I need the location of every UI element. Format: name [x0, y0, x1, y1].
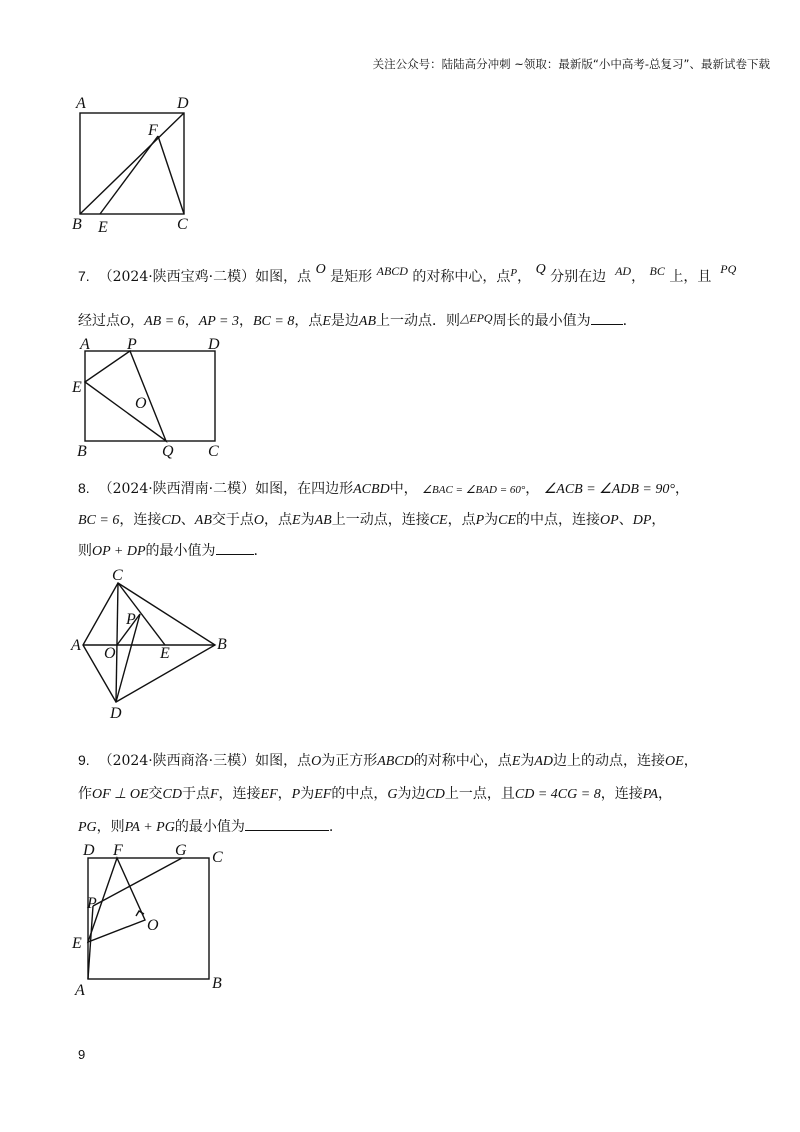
label-c: C — [208, 443, 219, 460]
label-c: C — [212, 849, 223, 866]
label-a: A — [71, 637, 81, 654]
figure-question-9 — [70, 838, 235, 998]
figure-9-svg — [70, 838, 235, 998]
quadrilateral-acbd — [83, 583, 215, 702]
label-o: O — [147, 917, 159, 934]
label-b: B — [77, 443, 87, 460]
label-d: D — [110, 705, 122, 721]
segment-cd — [116, 583, 118, 702]
figure-8-svg — [70, 566, 240, 721]
question-7-line-2: 经过点O，AB = 6，AP = 3，BC = 8，点E是边AB上一动点．则△EPQ周长的最小值为 . — [78, 311, 628, 329]
answer-blank-q8[interactable] — [216, 542, 254, 555]
label-g: G — [175, 842, 187, 859]
label-b: B — [217, 636, 227, 653]
answer-blank-q9[interactable] — [245, 818, 329, 831]
page-header: 关注公众号：陆陆高分冲刺 ~领取：最新版“小中高考-总复习”、最新试卷下载 — [372, 57, 770, 71]
figure-square-abcd — [70, 90, 200, 240]
segment-ef — [100, 136, 158, 214]
label-f: F — [148, 122, 158, 139]
segment-pg — [93, 858, 182, 906]
figure-7-svg — [70, 336, 230, 462]
question-8-line-2: BC = 6，连接CD、AB交于点O，点E为AB上一动点，连接CE，点P为CE的中点，连接OP、DP， — [78, 512, 666, 528]
label-b: B — [212, 975, 222, 992]
figure-6-svg — [70, 90, 200, 240]
segment-fc — [158, 136, 184, 214]
label-a: A — [75, 982, 85, 998]
label-c: C — [177, 216, 188, 233]
figure-question-8 — [70, 566, 240, 721]
label-c: C — [112, 567, 123, 584]
label-e: E — [72, 935, 82, 952]
page-number: 9 — [78, 1047, 86, 1062]
label-d: D — [208, 336, 220, 353]
label-p: P — [126, 611, 136, 628]
question-9-line-1: 9. （2024·陕西商洛·三模）如图，点O为正方形ABCD的对称中心，点E为AD边上的动点，连接OE， — [78, 752, 698, 769]
figure-question-7 — [70, 336, 230, 462]
label-o: O — [104, 645, 116, 662]
question-8-line-1: 8. （2024·陕西渭南·二模）如图，在四边形ACBD中， ∠BAC = ∠BAD = 60°， ∠ACB = ∠ADB = 90°， — [78, 480, 689, 497]
label-a: A — [80, 336, 90, 353]
label-e: E — [98, 219, 108, 236]
label-d: D — [83, 842, 95, 859]
label-o: O — [135, 395, 147, 412]
segment-bd — [80, 113, 184, 214]
question-8-line-3: 则OP + DP的最小值为 . — [78, 543, 258, 559]
question-9-line-2: 作OF ⊥ OE交CD于点F，连接EF，P为EF的中点，G为边CD上一点，且CD = 4CG = 8，连接PA， — [78, 786, 673, 802]
answer-blank-q7[interactable] — [591, 312, 623, 325]
label-p: P — [87, 895, 97, 912]
label-f: F — [113, 842, 123, 859]
label-q: Q — [162, 443, 174, 460]
label-p: P — [127, 336, 137, 353]
question-7-line-1: 7. （2024·陕西宝鸡·二模）如图，点 O 是矩形 ABCD 的对称中心，点$^P$， Q 分别在边 AD， BC 上，且 PQ — [78, 262, 737, 285]
triangle-epq — [85, 351, 166, 441]
label-e: E — [160, 645, 170, 662]
label-b: B — [72, 216, 82, 233]
label-d: D — [177, 95, 189, 112]
segment-pa — [88, 906, 93, 979]
label-a: A — [76, 95, 86, 112]
question-9-line-3: PG，则PA + PG的最小值为 . — [78, 819, 334, 835]
label-e: E — [72, 379, 82, 396]
